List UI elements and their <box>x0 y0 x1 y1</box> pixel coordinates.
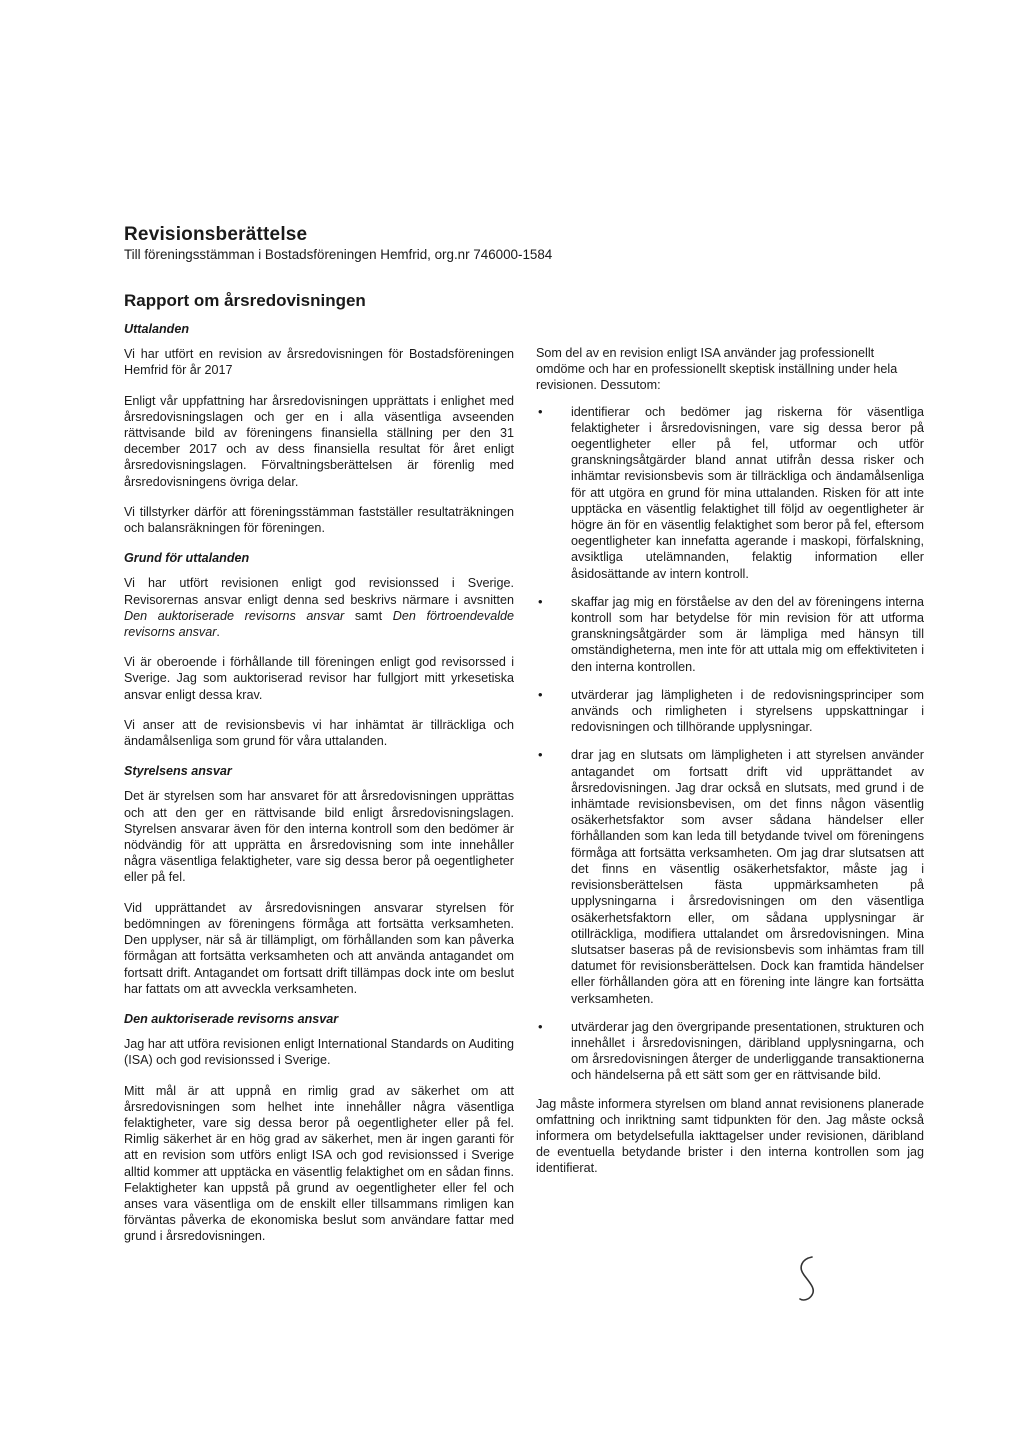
signature-initial-mark <box>788 1253 828 1305</box>
list-item <box>536 404 924 582</box>
list-item <box>536 594 924 675</box>
grund-p1-ref-auktoriserade: Den auktoriserade revisorns ansvar <box>124 608 345 623</box>
grund-p1-text-c: . <box>216 625 220 640</box>
list-item-text: identifierar och bedömer jag riskerna för väsentliga felaktigheter i årsredovisningen, vare sig dessa beror på oegentligheter eller på fel, utformar och utför granskningsåtgärder bland annat utifrån dessa risker och inhämtar revisionsbevis som är tillräckliga och ändamålsenliga för att utgöra en grund för mina uttalanden. Risken för att inte upptäcka en väsentlig felaktighet till följd av oegentligheter är högre än för en väsentlig felaktighet som beror på fel, eftersom oegentligheter kan innefatta agerande i maskopi, förfalskning, avsiktliga utelämnanden, felaktig information eller åsidosättande av intern kontroll. <box>571 404 924 581</box>
list-item-text: skaffar jag mig en förståelse av den del av föreningens interna kontroll som har betydelse för min revision för att utforma granskningsåtgärder som är lämpliga med hänsyn till omständigheterna, men inte för att uttala mig om effektiviteten i den interna kontrollen. <box>571 594 924 674</box>
styrelsen-paragraph-2: Vid upprättandet av årsredovisningen ansvarar styrelsen för bedömningen av föreningens förmåga att fortsätta verksamheten. Den upplyser, när så är tillämpligt, om förhållanden som kan påverka förmågan att fortsätta verksamheten och att använda antagandet om fortsatt drift. Antagandet om fortsatt drift tillämpas dock inte om beslut har fattats om att avveckla verksamheten. <box>124 900 514 996</box>
uttalanden-paragraph-3: Vi tillstyrker därför att föreningsstämman fastställer resultaträkningen och balansräkningen för föreningen. <box>124 504 514 536</box>
grund-paragraph-2: Vi är oberoende i förhållande till föreningen enligt god revisorssed i Sverige. Jag som auktoriserad revisor har fullgjort mitt yrkesetiska ansvar enligt dessa krav. <box>124 655 514 702</box>
list-item <box>536 747 924 1006</box>
list-item-text: drar jag en slutsats om lämpligheten i att styrelsen använder antagandet om fortsatt drift vid upprättandet av årsredovisningen. Jag drar också en slutsats, med grund i de inhämtade revisionsbevisen, om det finns någon väsentlig osäkerhetsfaktor som avser sådana händelser eller förhållanden som kan leda till betydande tvivel om föreningens förmåga att fortsätta verksamheten. Om jag drar slutsatsen att det finns en väsentlig osäkerhetsfaktor, måste jag i revisionsberättelsen fästa uppmärksamheten på upplysningarna i årsredovisningen om den väsentliga osäkerhetsfaktorn eller, om sådana upplysningar är otillräckliga, modifiera uttalandet om årsredovisningen. Mina slutsatser baseras på de revisionsbevis som inhämtas fram till datumet för revisionsberättelsen. Dock kan framtida händelser eller förhållanden göra att en förening inte längre kan fortsätta verksamheten. <box>571 748 924 1006</box>
grund-paragraph-3: Vi anser att de revisionsbevis vi har inhämtat är tillräckliga och ändamålsenliga som grund för våra uttalanden. <box>124 717 514 749</box>
styrelsen-paragraph-1: Det är styrelsen som har ansvaret för att årsredovisningen upprättas och att den ger en rättvisande bild enligt årsredovisningslagen. Styrelsen ansvarar även för den interna kontroll som den bedömer är nödvändig för att upprätta en årsredovisning som inte innehåller några väsentliga felaktigheter, vare sig dessa beror på oegentligheter eller på fel. <box>124 789 514 885</box>
auditor-actions-list <box>536 404 924 1084</box>
grund-p1-text-a: Vi har utfört revisionen enligt god revisionssed i Sverige. Revisorernas ansvar enligt denna sed beskrivs närmare i avsnitten <box>124 576 514 607</box>
document-title: Revisionsberättelse <box>124 224 308 245</box>
heading-styrelsens-ansvar: Styrelsens ansvar <box>124 764 232 779</box>
bullet-icon: • <box>538 403 543 419</box>
revisor-paragraph-2: Mitt mål är att uppnå en rimlig grad av säkerhet om att årsredovisningen som helhet inte innehåller några väsentliga felaktigheter, vare sig dessa beror på oegentligheter eller på fel. Rimlig säkerhet är en hög grad av säkerhet, men är ingen garanti för att en revision som utförs enligt ISA och god revisionssed i Sverige alltid kommer att upptäcka en väsentlig felaktighet om en sådan finns. Felaktigheter kan uppstå på grund av oegentligheter eller fel och anses vara väsentliga om de enskilt eller tillsammans rimligen kan förväntas påverka de ekonomiska beslut som användare fattar med grund i årsredovisningen. <box>124 1083 514 1244</box>
bullet-icon: • <box>538 593 543 609</box>
grund-paragraph-1 <box>124 575 514 640</box>
list-item-text: utvärderar jag den övergripande presentationen, strukturen och innehållet i årsredovisningen, däribland upplysningarna, och om årsredovisningen återger de underliggande transaktionerna och händelserna på ett sätt som ger en rättvisande bild. <box>571 1019 924 1083</box>
grund-p1-ref-fortroendevalde: Den förtroendevalde revisorns ansvar <box>124 608 514 640</box>
bullet-icon: • <box>538 1018 543 1034</box>
heading-grund: Grund för uttalanden <box>124 551 250 566</box>
uttalanden-paragraph-2: Enligt vår uppfattning har årsredovisningen upprättats i enlighet med årsredovisningslagen och ger en i alla väsentliga avseenden rättvisande bild av föreningens finansiella ställning per den 31 december 2017 och av dess finansiella resultat för året enligt årsredovisningslagen. Förvaltningsberättelsen är förenlig med årsredovisningens övriga delar. <box>124 393 514 489</box>
right-intro-paragraph: Som del av en revision enligt ISA använder jag professionellt omdöme och har en professionellt skeptisk inställning under hela revisionen. Dessutom: <box>536 346 898 393</box>
list-item <box>536 687 924 736</box>
grund-p1-text-b: samt <box>344 608 393 623</box>
bullet-icon: • <box>538 747 543 763</box>
document-subtitle: Till föreningsstämman i Bostadsföreningen Hemfrid, org.nr 746000-1584 <box>124 247 553 262</box>
section-title-report: Rapport om årsredovisningen <box>124 291 366 310</box>
revisor-paragraph-1: Jag har att utföra revisionen enligt International Standards on Auditing (ISA) och god revisionssed i Sverige. <box>124 1037 514 1068</box>
right-closing-paragraph: Jag måste informera styrelsen om bland annat revisionens planerade omfattning och inriktning samt tidpunkten för den. Jag måste också informera om betydelsefulla iakttagelser under revisionen, däribland de eventuella betydande brister i den interna kontrollen som jag identifierat. <box>536 1096 924 1176</box>
left-column <box>124 321 514 1259</box>
list-item <box>536 1019 924 1084</box>
uttalanden-paragraph-1: Vi har utfört en revision av årsredovisningen för Bostadsföreningen Hemfrid för år 2017 <box>124 347 514 378</box>
right-column <box>536 345 924 1191</box>
heading-uttalanden: Uttalanden <box>124 322 190 336</box>
bullet-icon: • <box>538 686 543 702</box>
heading-revisor-ansvar: Den auktoriserade revisorns ansvar <box>124 1011 339 1026</box>
list-item-text: utvärderar jag lämpligheten i de redovisningsprinciper som används och rimligheten i styrelsens uppskattningar i redovisningen och tillhörande upplysningar. <box>571 687 924 735</box>
